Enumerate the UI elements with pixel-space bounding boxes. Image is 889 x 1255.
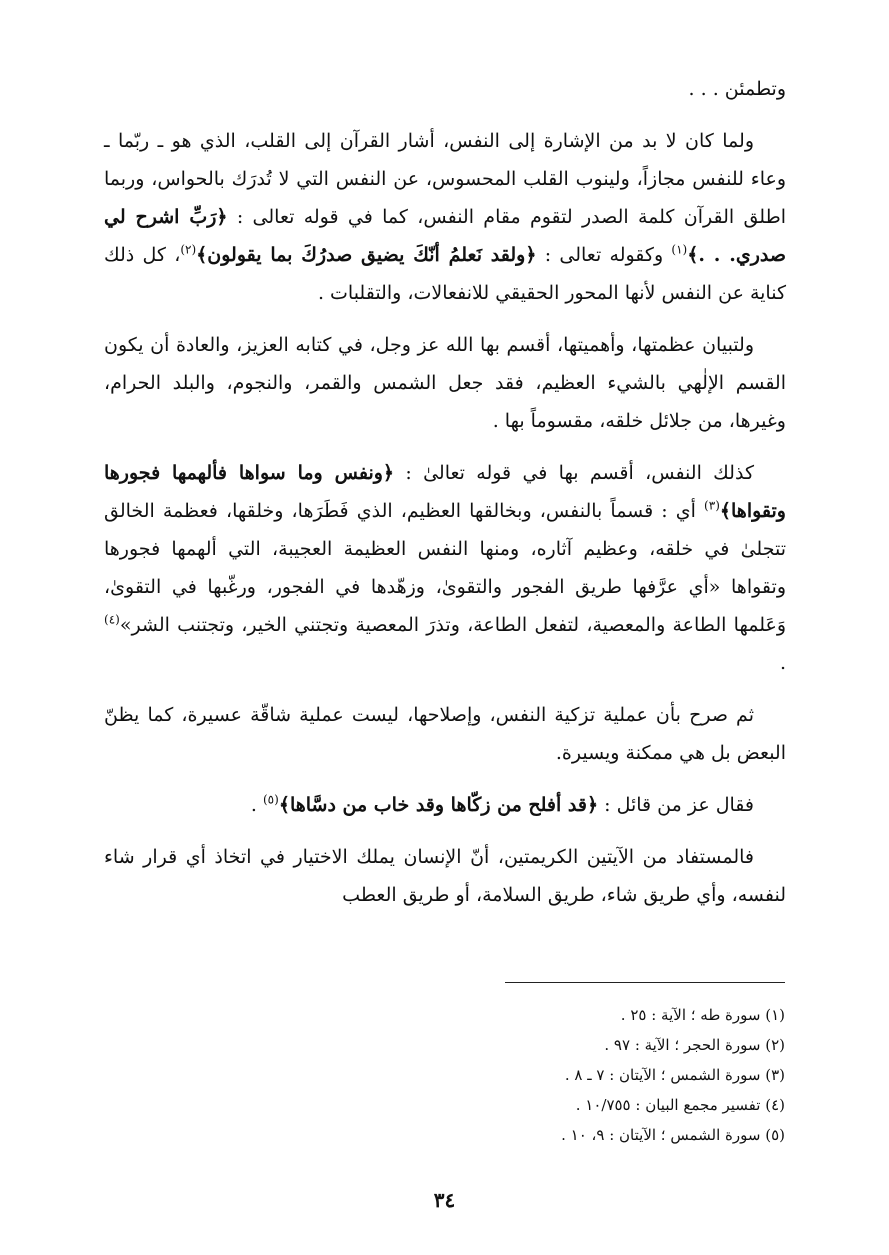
footnote-ref-1[interactable]: (١) bbox=[671, 242, 688, 257]
footnote-ref-4[interactable]: (٤) bbox=[104, 612, 120, 627]
footnote-2: (٢) سورة الحجر ؛ الآية : ٩٧ . bbox=[604, 1036, 785, 1054]
paragraph-3-text-b: أي : قسماً بالنفس، وبخالقها العظيم، الذي فَطَرَها، وخلقها، فعظمة الخالق تتجلىٰ في خلقه، وعظيم آثاره، ومنها النفس العظيمة العجيبة، التي ألهمها فجورها وتقواها «أي عرَّفها طريق الفجور والتقوىٰ، وزهّدها في الفجور، ورغّبها في التقوىٰ، وَعَلمها الطاعة والمعصية، لتفعل الطاعة، وتذرَ المعصية وتجتني الخير، وتجتنب الشر» bbox=[104, 500, 786, 636]
page-number: ٣٤ bbox=[433, 1188, 456, 1212]
paragraph-6: فالمستفاد من الآيتين الكريمتين، أنّ الإنسان يملك الاختيار في اتخاذ أي قرار شاء لنفسه، وأي طريق شاء، طريق السلامة، أو طريق العطب bbox=[104, 846, 786, 906]
paragraph-1-text-a: ولما كان لا بد من الإشارة إلى النفس، أشار القرآن إلى القلب، الذي هو ـ ربّما ـ وعاء للنفس مجازاً، ولينوب القلب المحسوس، عن النفس التي لا تُدرَك بالحواس، وربما اطلق القرآن كلمة الصدر لتقوم مقام النفس، كما في قوله تعالى : bbox=[104, 130, 787, 228]
paragraph-1 bbox=[104, 122, 786, 312]
footnote-3: (٣) سورة الشمس ؛ الآيتان : ٧ ـ ٨ . bbox=[564, 1066, 785, 1084]
paragraph-5 bbox=[104, 786, 786, 824]
quran-quote-4: ﴿قد أفلح من زكّاها وقد خاب من دسَّاها﴾ bbox=[278, 794, 599, 816]
footnote-4: (٤) تفسير مجمع البيان : ١٠/٧٥٥ . bbox=[575, 1096, 785, 1114]
quran-quote-2: ﴿ولقد نَعلمُ أنّكَ يضيق صدرُكَ بما يقولون﴾ bbox=[196, 244, 537, 266]
quran-quote-1: ﴿رَبِّ اشرح لي صدري. . .﴾ bbox=[104, 206, 786, 266]
paragraph-2: ولتبيان عظمتها، وأهميتها، أقسم بها الله عز وجل، في كتابه العزيز، والعادة أن يكون القسم الإلٰهي بالشيء العظيم، فقد جعل الشمس والقمر، والنجوم، والبلد الحرام، وغيرها، من جلائل خلقه، مقسوماً بها . bbox=[104, 334, 786, 432]
paragraph-3-text-a: كذلك النفس، أقسم بها في قوله تعالىٰ : bbox=[394, 462, 754, 484]
footnote-ref-3[interactable]: (٣) bbox=[704, 498, 720, 513]
footnote-5: (٥) سورة الشمس ؛ الآيتان : ٩، ١٠ . bbox=[561, 1126, 785, 1144]
footnotes bbox=[325, 1000, 785, 1150]
footnote-ref-2[interactable]: (٢) bbox=[180, 242, 197, 257]
paragraph-3 bbox=[104, 454, 786, 682]
paragraph-1-text-c: ، كل ذلك كناية عن النفس لأنها المحور الحقيقي للانفعالات، والتقلبات . bbox=[104, 244, 786, 304]
paragraph-5-text-b: . bbox=[250, 794, 263, 816]
paragraph-5-text-a: فقال عز من قائل : bbox=[598, 794, 754, 816]
opening-line: وتطمئن . . . bbox=[688, 78, 786, 100]
footnote-ref-5[interactable]: (٥) bbox=[262, 792, 279, 807]
paragraph-4: ثم صرح بأن عملية تزكية النفس، وإصلاحها، ليست عملية شاقّة عسيرة، كما يظنّ البعض بل هي ممكنة ويسيرة. bbox=[104, 704, 786, 764]
quran-quote-3: ﴿ونفس وما سواها فألهمها فجورها وتقواها﴾ bbox=[104, 462, 786, 522]
paragraph-3-text-c: . bbox=[779, 652, 786, 674]
paragraph-1-text-b: وكقوله تعالى : bbox=[536, 244, 672, 266]
footnote-1: (١) سورة طه ؛ الآية : ٢٥ . bbox=[620, 1006, 785, 1024]
footnote-divider bbox=[505, 982, 785, 983]
